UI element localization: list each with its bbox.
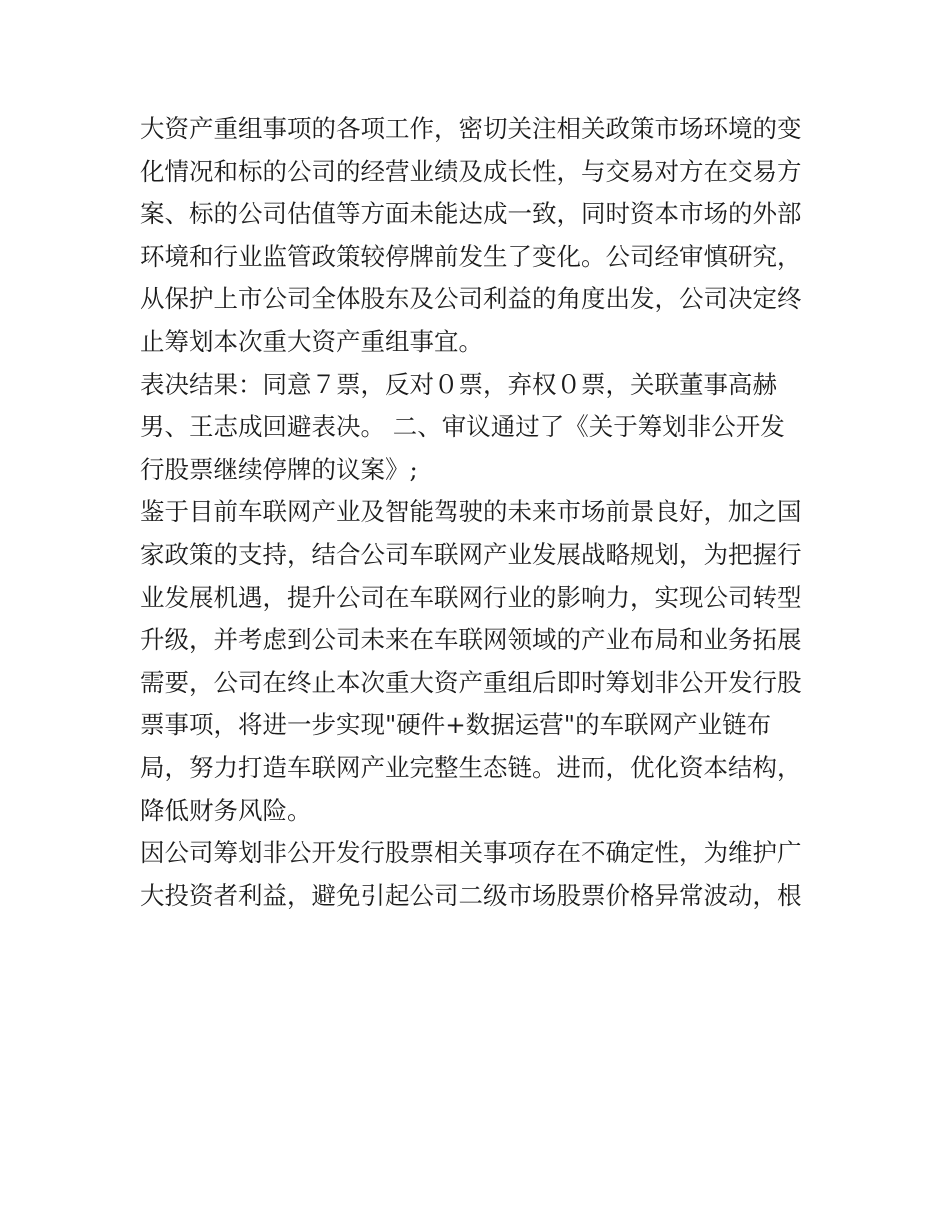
text-line: 局，努力打造车联网产业完整生态链。进而，优化资本结构， bbox=[140, 752, 802, 782]
document-body bbox=[140, 108, 820, 917]
text-line: 行股票继续停牌的议案》; bbox=[140, 454, 418, 484]
text-line: 鉴于目前车联网产业及智能驾驶的未来市场前景良好，加之国 bbox=[140, 497, 802, 527]
paragraph-uncertainty bbox=[140, 832, 820, 917]
paragraph-vote-result bbox=[140, 364, 820, 492]
text-line: 大投资者利益，避免引起公司二级市场股票价格异常波动，根 bbox=[140, 880, 802, 910]
paragraph-iov-strategy bbox=[140, 491, 820, 832]
text-line: 降低财务风险。 bbox=[140, 795, 312, 825]
text-line: 止筹划本次重大资产重组事宜。 bbox=[140, 326, 483, 356]
text-line: 业发展机遇，提升公司在车联网行业的影响力，实现公司转型 bbox=[140, 582, 802, 612]
text-line: 升级，并考虑到公司未来在车联网领域的产业布局和业务拓展 bbox=[140, 625, 802, 655]
text-line: 票事项，将进一步实现"硬件+数据运营"的车联网产业链布 bbox=[140, 710, 772, 740]
text-line: 男、王志成回避表决。 二、审议通过了《关于筹划非公开发 bbox=[140, 412, 785, 442]
text-line: 环境和行业监管政策较停牌前发生了变化。公司经审慎研究， bbox=[140, 241, 802, 271]
text-line: 化情况和标的公司的经营业绩及成长性，与交易对方在交易方 bbox=[140, 156, 802, 186]
paragraph-restructuring-termination bbox=[140, 108, 820, 364]
text-line: 表决结果：同意７票，反对０票，弃权０票，关联董事高赫 bbox=[140, 369, 777, 399]
text-line: 家政策的支持，结合公司车联网产业发展战略规划，为把握行 bbox=[140, 539, 802, 569]
text-line: 从保护上市公司全体股东及公司利益的角度出发，公司决定终 bbox=[140, 284, 802, 314]
text-line: 需要，公司在终止本次重大资产重组后即时筹划非公开发行股 bbox=[140, 667, 802, 697]
text-line: 因公司筹划非公开发行股票相关事项存在不确定性，为维护广 bbox=[140, 838, 802, 868]
text-line: 案、标的公司估值等方面未能达成一致，同时资本市场的外部 bbox=[140, 199, 802, 229]
text-line: 大资产重组事项的各项工作，密切关注相关政策市场环境的变 bbox=[140, 114, 802, 143]
